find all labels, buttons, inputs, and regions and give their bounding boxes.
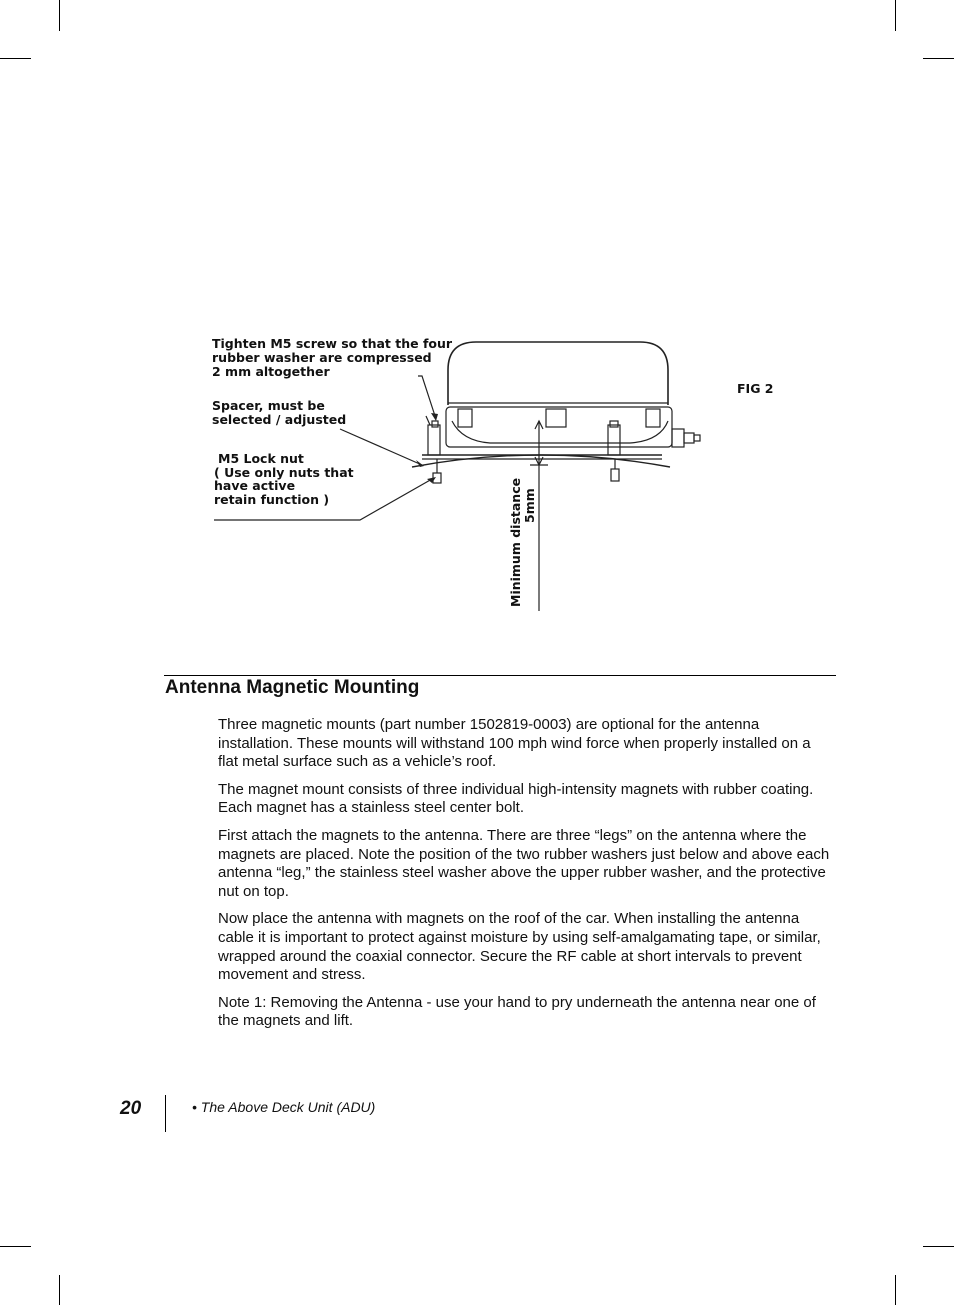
page-number: 20 — [120, 1098, 142, 1119]
callout-spacer-line-2: selected / adjusted — [212, 412, 347, 427]
section-title: Antenna Magnetic Mounting — [165, 677, 420, 698]
callout-locknut-line-3: have active — [214, 478, 296, 493]
callout-screw-line-2: rubber washer are compressed — [212, 350, 432, 365]
crop-mark — [59, 0, 60, 31]
callout-screw-line-1: Tighten M5 screw so that the four — [212, 336, 453, 351]
callout-locknut-line-1: M5 Lock nut — [218, 451, 304, 466]
antenna-drawing — [200, 325, 800, 625]
crop-mark — [59, 1275, 60, 1305]
crop-mark — [0, 1246, 31, 1247]
callout-screw-line-3: 2 mm altogether — [212, 364, 330, 379]
dimension-label-line-2: 5mm — [522, 488, 537, 523]
callout-spacer-line-1: Spacer, must be — [212, 398, 325, 413]
fig-label: FIG 2 — [737, 381, 774, 396]
callout-locknut-line-4: retain function ) — [214, 492, 330, 507]
paragraph: Three magnetic mounts (part number 1502819-0003) are optional for the antenna installation. These mounts will withstand 100 mph wind force when properly installed on a flat metal surface such as a vehicle’s roof. — [218, 716, 811, 771]
antenna-mounting-figure — [200, 325, 800, 625]
paragraph: Now place the antenna with magnets on the roof of the car. When installing the antenna cable it is important to protect against moisture by using self-amalgamating tape, or similar, wrapped around the coaxial connector. Secure the RF cable at short intervals to prevent movement and stress. — [218, 910, 821, 984]
paragraph: The magnet mount consists of three individual high-intensity magnets with rubber coating. Each magnet has a stainless steel center bolt. — [218, 780, 814, 817]
section-rule — [164, 675, 836, 676]
crop-mark — [923, 1246, 954, 1247]
crop-mark — [895, 0, 896, 31]
callout-locknut-line-2: ( Use only nuts that — [214, 465, 354, 480]
paragraph: Note 1: Removing the Antenna - use your hand to pry underneath the antenna near one of the magnets and lift. — [218, 993, 816, 1030]
crop-mark — [895, 1275, 896, 1305]
paragraph: First attach the magnets to the antenna. There are three “legs” on the antenna where the magnets are placed. Note the position of the two rubber washers just below and above each antenna “leg,” the stainless steel washer above the upper rubber washer, and the protective nut on top. — [218, 826, 830, 900]
section-body — [218, 716, 834, 1040]
footer-chapter-title: • The Above Deck Unit (ADU) — [192, 1099, 376, 1115]
dimension-label-line-1: Minimum distance — [508, 477, 523, 607]
crop-mark — [0, 58, 31, 59]
crop-mark — [923, 58, 954, 59]
footer-separator — [165, 1095, 166, 1132]
